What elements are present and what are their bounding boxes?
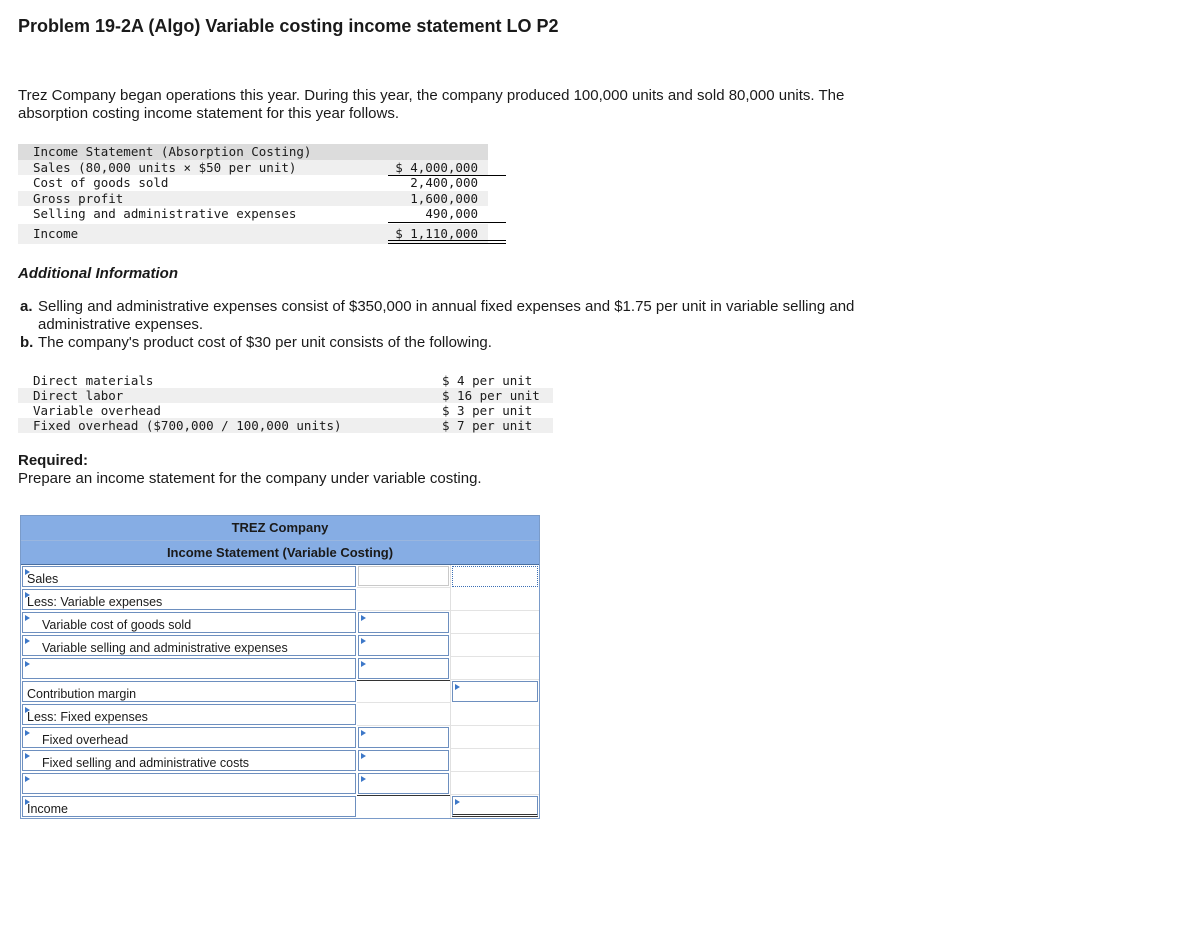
statement-title: Income Statement (Variable Costing) <box>21 541 539 565</box>
required-heading: Required: <box>18 452 89 469</box>
empty-cell <box>450 588 539 611</box>
grid-row-blank <box>21 657 539 680</box>
grid-row-less-fixed <box>21 703 539 726</box>
row-label: Variable cost of goods sold <box>42 618 192 632</box>
var-sa-amount-input[interactable] <box>358 635 449 656</box>
less-variable-label-input[interactable] <box>22 589 356 610</box>
absorption-row <box>18 206 488 222</box>
row-label: Fixed overhead <box>42 733 129 747</box>
cost-amount: $ 7 per unit <box>442 418 533 433</box>
dropdown-marker-icon <box>361 615 366 621</box>
required-section <box>18 452 482 488</box>
blank-amount-input[interactable] <box>358 658 449 679</box>
cost-amount: $ 3 per unit <box>442 403 533 418</box>
grid-row-blank <box>21 772 539 795</box>
row-label: Less: Variable expenses <box>27 595 163 609</box>
cost-label: Variable overhead <box>33 403 161 418</box>
empty-cell <box>450 634 539 657</box>
blank-amount-input[interactable] <box>358 773 449 794</box>
absorption-row <box>18 175 488 191</box>
item-text: The company's product cost of $30 per unit consists of the following. <box>38 334 492 351</box>
dropdown-marker-icon <box>455 799 460 805</box>
sales-total-input[interactable] <box>452 566 538 587</box>
absorption-row <box>18 160 488 176</box>
row-label: Fixed selling and administrative costs <box>42 756 250 770</box>
income-label-input[interactable] <box>22 796 356 817</box>
dropdown-marker-icon <box>25 753 30 759</box>
row-label: Less: Fixed expenses <box>27 710 148 724</box>
grid-row-less-variable <box>21 588 539 611</box>
var-sa-label-input[interactable] <box>22 635 356 656</box>
grid-row-income <box>21 795 539 818</box>
info-item-a <box>20 298 920 334</box>
cost-label: Direct labor <box>33 388 124 403</box>
grid-row-fixed-sa <box>21 749 539 772</box>
cost-label: Fixed overhead ($700,000 / 100,000 units) <box>33 418 342 433</box>
absorption-row <box>18 191 488 207</box>
blank-label-input[interactable] <box>22 773 356 794</box>
additional-info-list <box>20 298 920 352</box>
grid-row-contribution-margin <box>21 680 539 703</box>
product-cost-table <box>18 373 553 433</box>
cost-row <box>18 373 553 388</box>
grid-row-fixed-overhead <box>21 726 539 749</box>
empty-cell <box>450 749 539 772</box>
dropdown-marker-icon <box>25 730 30 736</box>
dropdown-marker-icon <box>361 661 366 667</box>
dropdown-marker-icon <box>361 753 366 759</box>
double-underline <box>388 240 506 241</box>
grid-row-var-cogs <box>21 611 539 634</box>
row-label: Variable selling and administrative expenses <box>42 641 288 655</box>
blank-label-input[interactable] <box>22 658 356 679</box>
item-letter: b. <box>20 334 34 351</box>
dropdown-marker-icon <box>361 730 366 736</box>
item-letter: a. <box>20 298 33 315</box>
absorption-amount: $ 4,000,000 <box>395 159 478 175</box>
absorption-amount: 2,400,000 <box>410 175 478 190</box>
fixed-sa-label-input[interactable] <box>22 750 356 771</box>
cost-label: Direct materials <box>33 373 154 388</box>
cost-row <box>18 418 553 433</box>
empty-cell <box>450 772 539 795</box>
grid-row-var-sa <box>21 634 539 657</box>
empty-cell <box>450 726 539 749</box>
company-name: TREZ Company <box>21 516 539 541</box>
empty-cell <box>357 588 450 611</box>
contribution-total-input[interactable] <box>452 681 538 702</box>
absorption-label: Cost of goods sold <box>33 175 169 190</box>
item-text: Selling and administrative expenses consist of $350,000 in annual fixed expenses and $1.75 per unit in variable selling and administrative expenses. <box>38 298 855 333</box>
empty-cell <box>450 611 539 634</box>
empty-cell <box>357 680 450 703</box>
cost-row <box>18 388 553 403</box>
absorption-amount: $ 1,110,000 <box>395 225 478 241</box>
underline <box>388 222 506 223</box>
empty-cell <box>357 795 450 818</box>
absorption-amount: 490,000 <box>425 206 478 221</box>
fixed-overhead-amount-input[interactable] <box>358 727 449 748</box>
dropdown-marker-icon <box>361 638 366 644</box>
row-label: Contribution margin <box>27 687 137 701</box>
intro-text: Trez Company began operations this year. During this year, the company produced 100,000 units and sold 80,000 units. The absorption costing income statement for this year follows. <box>18 87 845 122</box>
empty-cell <box>450 703 539 726</box>
absorption-amount: 1,600,000 <box>410 190 478 206</box>
absorption-label: Income <box>33 225 79 241</box>
absorption-income-statement <box>18 144 488 244</box>
variable-costing-answer-grid <box>20 515 540 819</box>
sales-label-input[interactable] <box>22 566 356 587</box>
income-total-input[interactable] <box>452 796 538 817</box>
row-label: Sales <box>27 572 59 586</box>
fixed-overhead-label-input[interactable] <box>22 727 356 748</box>
less-fixed-label-input[interactable] <box>22 704 356 725</box>
empty-cell <box>357 703 450 726</box>
empty-cell <box>450 657 539 680</box>
dropdown-marker-icon <box>455 684 460 690</box>
underline <box>388 175 506 176</box>
cost-row <box>18 403 553 418</box>
dropdown-marker-icon <box>25 776 30 782</box>
dropdown-marker-icon <box>361 776 366 782</box>
dropdown-marker-icon <box>25 638 30 644</box>
contribution-label-input[interactable] <box>22 681 356 702</box>
grid-row-sales <box>21 565 539 588</box>
fixed-sa-amount-input[interactable] <box>358 750 449 771</box>
cost-amount: $ 16 per unit <box>442 388 540 403</box>
absorption-header: Income Statement (Absorption Costing) <box>33 144 312 159</box>
dropdown-marker-icon <box>25 615 30 621</box>
cost-amount: $ 4 per unit <box>442 373 533 388</box>
info-item-b <box>20 334 920 352</box>
problem-title: Problem 19-2A (Algo) Variable costing income statement LO P2 <box>18 16 559 36</box>
absorption-label: Gross profit <box>33 190 124 206</box>
var-cogs-amount-input[interactable] <box>358 612 449 633</box>
row-label: Income <box>27 802 68 816</box>
additional-info-heading: Additional Information <box>18 265 178 282</box>
absorption-label: Sales (80,000 units × $50 per unit) <box>33 159 297 175</box>
absorption-label: Selling and administrative expenses <box>33 206 297 221</box>
dropdown-marker-icon <box>25 661 30 667</box>
double-underline <box>388 243 506 244</box>
absorption-header-row <box>18 144 488 160</box>
required-text: Prepare an income statement for the company under variable costing. <box>18 470 482 487</box>
var-cogs-label-input[interactable] <box>22 612 356 633</box>
sales-amount-input[interactable] <box>358 566 449 586</box>
